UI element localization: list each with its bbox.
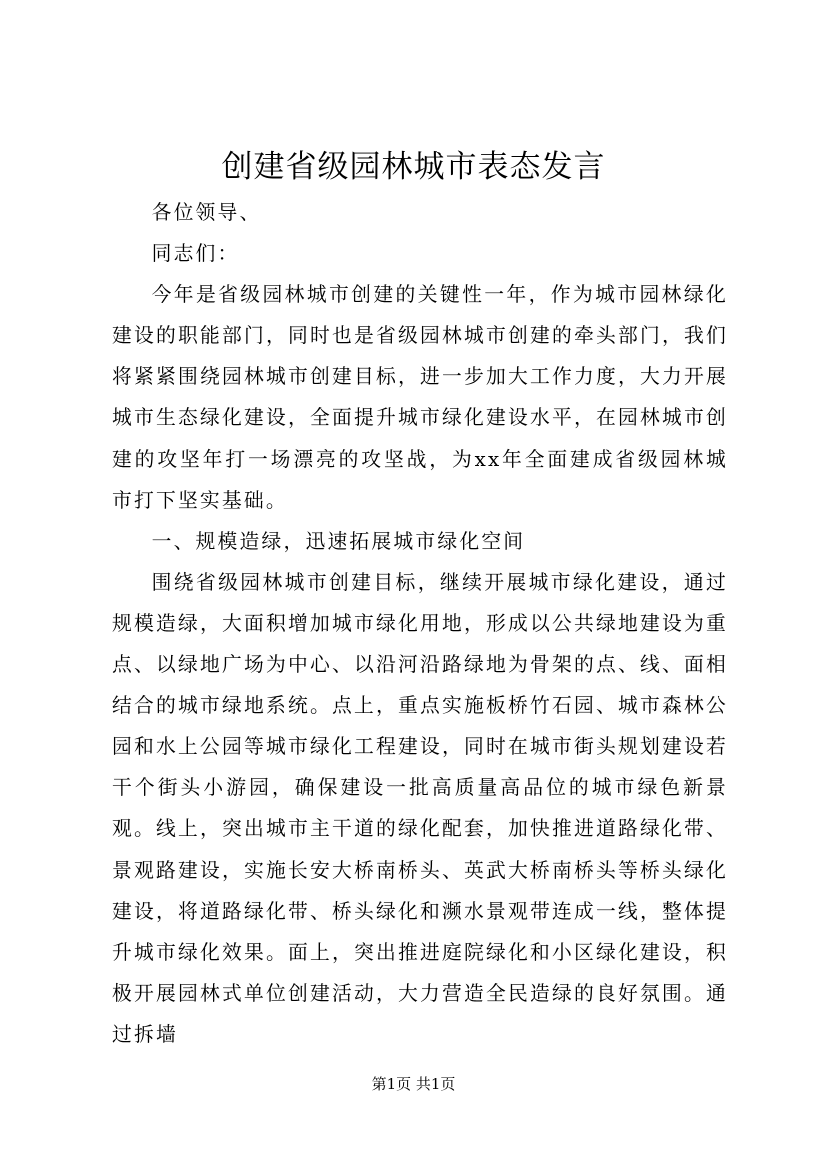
page-footer: 第1页 共1页 xyxy=(371,1075,456,1093)
document-title: 创建省级园林城市表态发言 xyxy=(221,149,606,185)
document-body xyxy=(112,192,728,1055)
intro-paragraph: 今年是省级园林城市创建的关键性一年，作为城市园林绿化建设的职能部门，同时也是省级园林城市创建的牵头部门，我们将紧紧围绕园林城市创建目标，进一步加大工作力度，大力开展城市生态绿化建设，全面提升城市绿化建设水平，在园林城市创建的攻坚年打一场漂亮的攻坚战，为xx年全面建成省级园林城市打下坚实基础。 xyxy=(112,283,728,512)
section-paragraph: 围绕省级园林城市创建目标，继续开展城市绿化建设，通过规模造绿，大面积增加城市绿化用地，形成以公共绿地建设为重点、以绿地广场为中心、以沿河沿路绿地为骨架的点、线、面相结合的城市绿地系统。点上，重点实施板桥竹石园、城市森林公园和水上公园等城市绿化工程建设，同时在城市街头规划建设若干个街头小游园，确保建设一批高质量高品位的城市绿色新景观。线上，突出城市主干道的绿化配套，加快推进道路绿化带、景观路建设，实施长安大桥南桥头、英武大桥南桥头等桥头绿化建设，将道路绿化带、桥头绿化和濒水景观带连成一线，整体提升城市绿化效果。面上，突出推进庭院绿化和小区绿化建设，积极开展园林式单位创建活动，大力营造全民造绿的良好氛围。通过拆墙 xyxy=(112,570,728,1046)
salutation-leaders: 各位领导、 xyxy=(151,201,262,224)
section-heading: 一、规模造绿，迅速拓展城市绿化空间 xyxy=(151,529,526,553)
salutation-comrades: 同志们： xyxy=(151,242,240,266)
